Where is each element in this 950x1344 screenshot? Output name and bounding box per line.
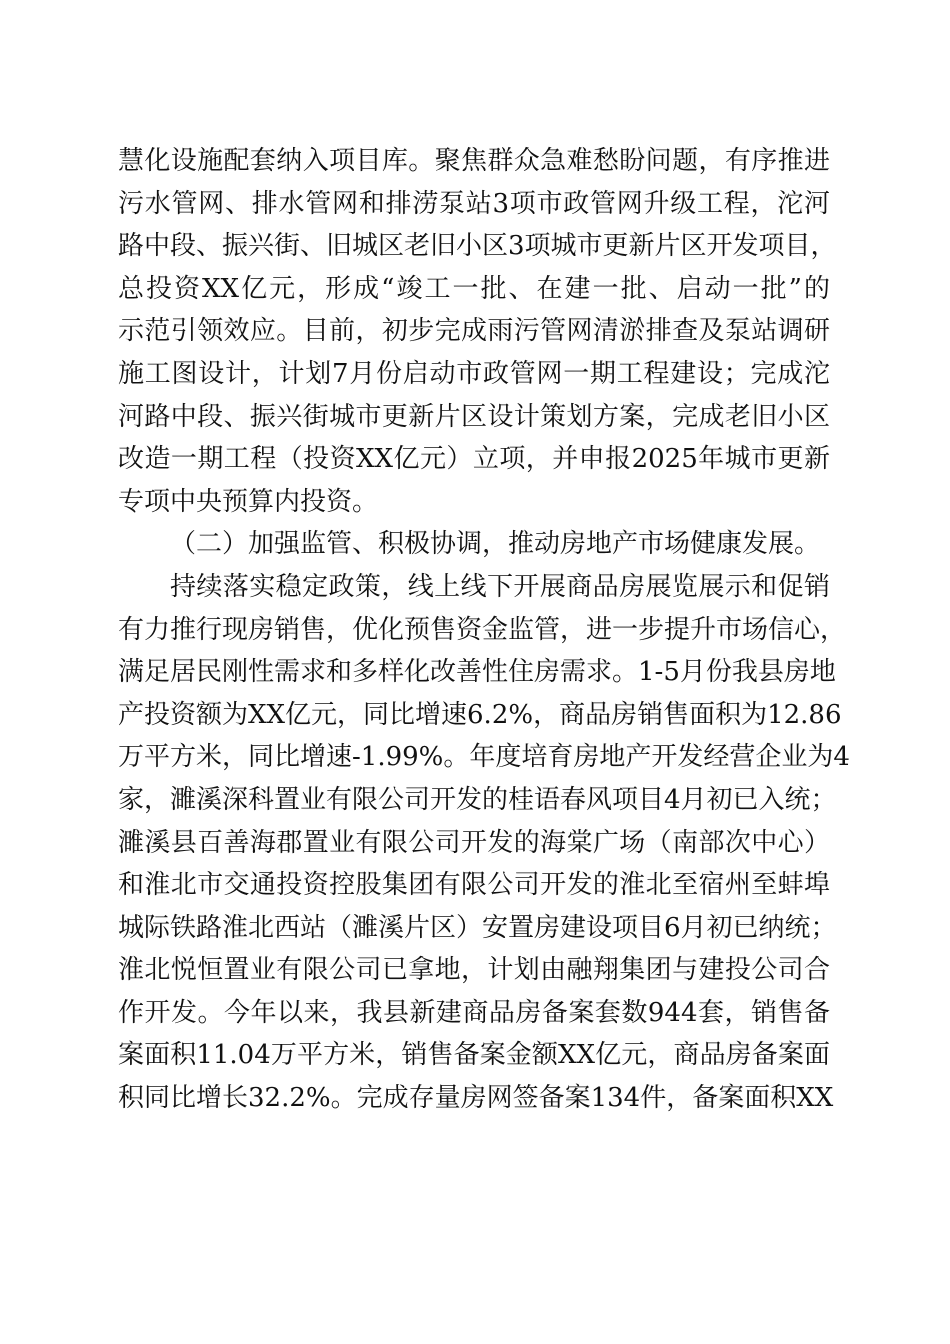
- section-heading: （二）加强监管、积极协调，推动房地产市场健康发展。: [170, 529, 821, 560]
- text-line: 淮北悦恒置业有限公司已拿地，计划由融翔集团与建投公司合: [118, 955, 830, 986]
- paragraph-2: [118, 566, 850, 1120]
- text-line: 积同比增长32.2%。完成存量房网签备案134件，备案面积XX: [118, 1083, 834, 1114]
- text-line: 污水管网、排水管网和排涝泵站3项市政管网升级工程，沱河: [118, 188, 830, 219]
- text-line: 慧化设施配套纳入项目库。聚焦群众急难愁盼问题，有序推进: [118, 146, 830, 176]
- text-line: 总投资XX亿元，形成“竣工一批、在建一批、启动一批”的: [118, 273, 830, 304]
- text-line: 和淮北市交通投资控股集团有限公司开发的淮北至宿州至蚌埠: [118, 870, 830, 901]
- text-line: 专项中央预算内投资。: [118, 486, 379, 517]
- text-line: 产投资额为XX亿元，同比增速6.2%，商品房销售面积为12.86: [118, 699, 842, 730]
- text-line: 有力推行现房销售，优化预售资金监管，进一步提升市场信心，: [118, 614, 847, 645]
- text-line: 濉溪县百善海郡置业有限公司开发的海棠广场（南部次中心）: [118, 827, 830, 858]
- paragraph-1: [118, 140, 837, 523]
- document-body: [118, 140, 850, 1120]
- text-line: 家，濉溪深科置业有限公司开发的桂语春风项目4月初已入统；: [118, 784, 837, 815]
- text-line: 案面积11.04万平方米，销售备案金额XX亿元，商品房备案面: [118, 1040, 830, 1071]
- text-line: 满足居民刚性需求和多样化改善性住房需求。1-5月份我县房地: [118, 657, 836, 688]
- text-line: 改造一期工程（投资XX亿元）立项，并申报2025年城市更新: [118, 444, 830, 475]
- text-line: 持续落实稳定政策，线上线下开展商品房展览展示和促销: [170, 571, 830, 602]
- text-line: 示范引领效应。目前，初步完成雨污管网清淤排查及泵站调研: [118, 316, 830, 347]
- text-line: 城际铁路淮北西站（濉溪片区）安置房建设项目6月初已纳统；: [118, 912, 837, 943]
- text-line: 万平方米，同比增速-1.99%。年度培育房地产开发经营企业为4: [118, 742, 850, 773]
- text-line: 作开发。今年以来，我县新建商品房备案套数944套，销售备: [118, 997, 830, 1028]
- text-line: 河路中段、振兴街城市更新片区设计策划方案，完成老旧小区: [118, 401, 830, 432]
- text-line: 路中段、振兴街、旧城区老旧小区3项城市更新片区开发项目，: [118, 231, 837, 262]
- text-line: 施工图设计，计划7月份启动市政管网一期工程建设；完成沱: [118, 358, 830, 389]
